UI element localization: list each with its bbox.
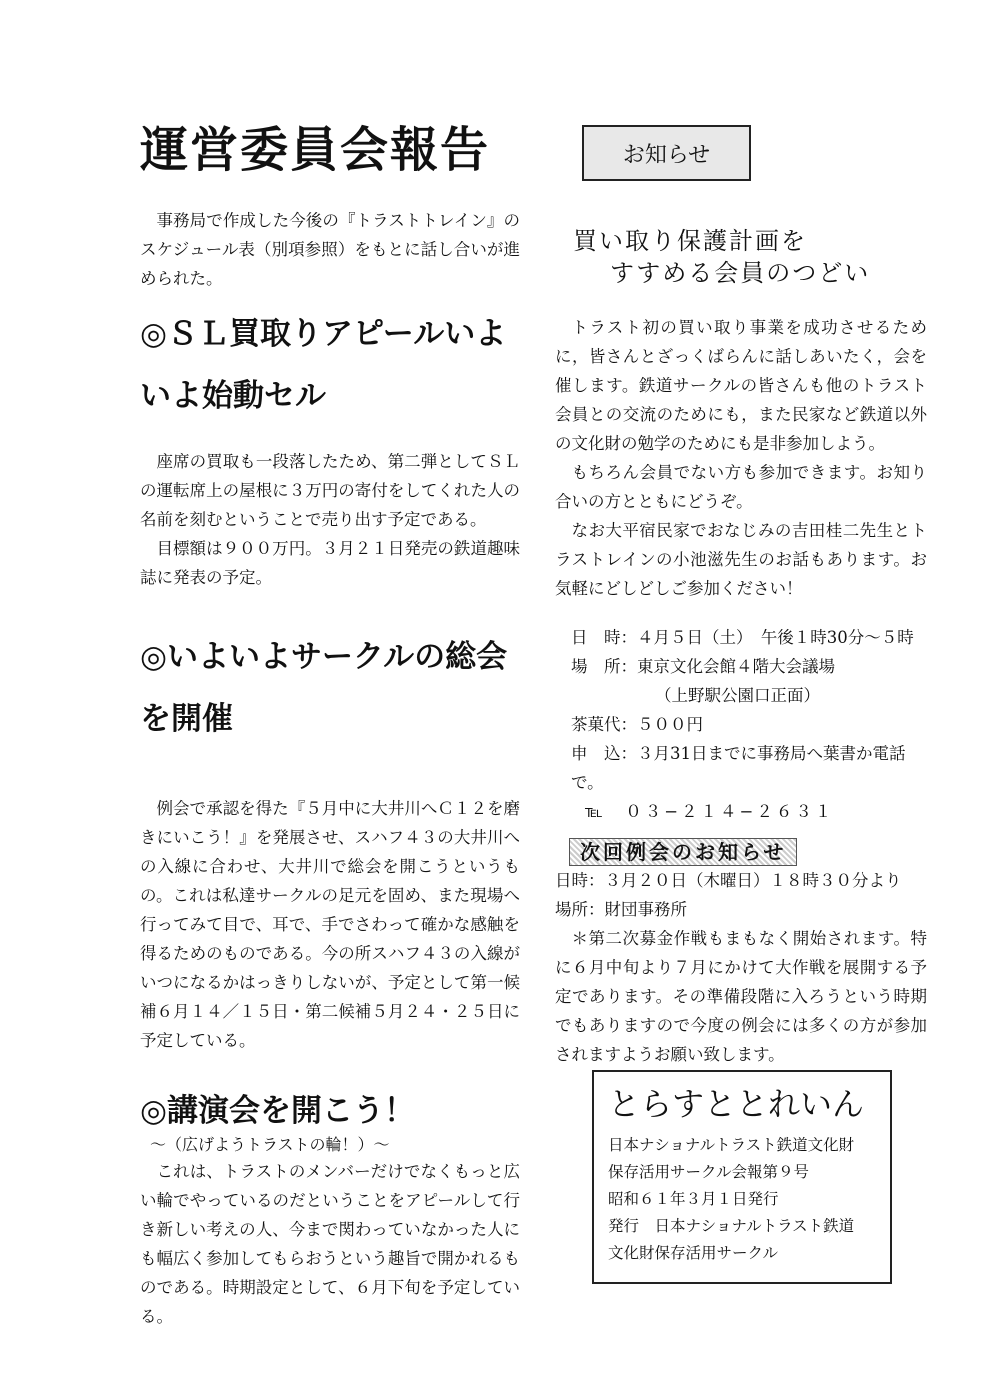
event-fee: 茶菓代：５００円 <box>571 715 703 734</box>
event-phone: ℡ ０３−２１４−２６３１ <box>585 802 835 821</box>
section-lecture-paragraph: これは、トラストのメンバーだけでなくもっと広い輪でやっているのだということをアピールして行き新しい考えの人、今まで関わっていなかった人にも幅広く参加してもらおうという趣旨で開かれるものである。時期設定として、６月下旬を予定している。 <box>140 1162 520 1326</box>
next-meeting-place: 場所：財団事務所 <box>555 900 687 919</box>
event-application: 申 込：３月31日までに事務局へ葉書か電話で。 <box>571 744 906 792</box>
notice-label-box <box>582 125 751 181</box>
section-sl-paragraph-1: 座席の買取も一段落したため、第二弾としてＳＬの運転席上の屋根に３万円の寄付をしてくれた人の名前を刻むということで売り出す予定である。 <box>140 452 520 529</box>
section-sl-paragraph-2: 目標額は９００万円。３月２１日発売の鉄道趣味誌に発表の予定。 <box>140 539 520 587</box>
next-meeting-body: ＊第二次募金作戦もまもなく開始されます。特に６月中旬より７月にかけて大作戦を展開する予定であります。その準備段階に入ろうという時期でもありますので今度の例会には多くの方が参加されますようお願い致します。 <box>555 929 927 1064</box>
event-place-note: （上野駅公園口正面） <box>655 686 820 705</box>
masthead-line-5: 文化財保存活用サークル <box>608 1244 779 1262</box>
event-date: 日 時：４月５日（土） 午後１時30分〜５時 <box>571 628 914 647</box>
section-general-meeting-paragraph: 例会で承認を得た『５月中に大井川へＣ１２を磨きにいこう！』を発展させ、スハフ４３の大井川への入線に合わせ、大井川で総会を開こうというもの。これは私達サークルの足元を固め、また現場へ行ってみて目で、耳で、手でさわって確かな感触を得るためのものである。今の所スハフ４３の入線がいつになるかはっきりしないが、予定として第一候補６月１４／１５日・第二候補５月２４・２５日に予定している。 <box>140 799 520 1050</box>
section-heading-sl: ◎ＳＬ買取りアピールいよいよ始動セル <box>140 316 507 414</box>
page-title: 運営委員会報告 <box>140 122 491 178</box>
next-meeting-heading: 次回例会のお知らせ <box>569 838 797 866</box>
event-place: 場 所：東京文化会館４階大会議場 <box>571 657 835 676</box>
section-lecture-subheading: 〜（広げようトラストの輪！）〜 <box>150 1135 390 1154</box>
newsletter-title: とらすととれいん <box>608 1085 865 1123</box>
masthead-line-2: 保存活用サークル会報第９号 <box>608 1163 810 1181</box>
right-column <box>555 225 927 1069</box>
event-title-line-1: 買い取り保護計画を <box>573 227 807 255</box>
left-column <box>140 120 520 1331</box>
notice-label: お知らせ <box>622 142 711 168</box>
event-details <box>555 623 927 826</box>
masthead-line-1: 日本ナショナルトラスト鉄道文化財 <box>608 1136 855 1154</box>
masthead-box <box>592 1070 892 1284</box>
event-title-line-2: すすめる会員のつどい <box>610 259 871 287</box>
masthead-line-3: 昭和６１年３月１日発行 <box>608 1190 779 1208</box>
next-meeting-date: 日時：３月２０日（木曜日）１８時３０分より <box>555 871 902 890</box>
report-intro: 事務局で作成した今後の『トラストトレイン』のスケジュール表（別項参照）をもとに話し合いが進められた。 <box>140 211 520 288</box>
section-heading-general-meeting: ◎いよいよサークルの総会を開催 <box>140 639 508 737</box>
notice-paragraph-1: トラスト初の買い取り事業を成功させるために，皆さんとざっくばらんに話しあいたく，会を催します。鉄道サークルの皆さんも他のトラスト会員との交流のためにも，また民家など鉄道以外の文化財の勉学のためにも是非参加しよう。 <box>555 318 927 453</box>
section-heading-lecture: ◎講演会を開こう！ <box>140 1093 416 1129</box>
masthead-line-4: 発行 日本ナショナルトラスト鉄道 <box>608 1217 855 1235</box>
next-meeting-heading-wrap <box>555 838 927 866</box>
notice-paragraph-3: なお大平宿民家でおなじみの吉田桂二先生とトラストレインの小池滋先生のお話もあります。お気軽にどしどしご参加ください！ <box>555 521 927 598</box>
notice-paragraph-2: もちろん会員でない方も参加できます。お知り合いの方とともにどうぞ。 <box>555 463 927 511</box>
